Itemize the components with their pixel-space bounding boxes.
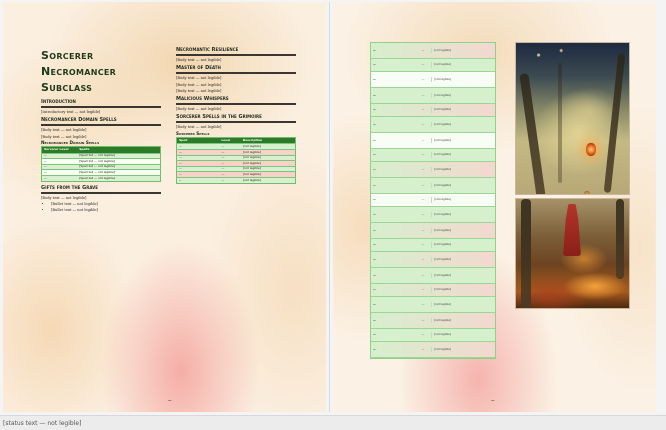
status-bar: [status text — not legible]: [0, 415, 666, 430]
table-row: — [Spell list — not legible]: [42, 164, 161, 170]
page-number: —: [168, 398, 172, 402]
lantern-icon: [586, 143, 596, 156]
spell-table-continued: [370, 42, 496, 359]
left-column: [41, 48, 161, 214]
table-row: — — [not legible]: [177, 166, 296, 172]
spell-level: —: [421, 256, 425, 261]
sorcerer-spells-table: [176, 137, 296, 184]
section-heading-resilience: Necromantic Resilience: [176, 47, 296, 56]
spell-level: —: [421, 242, 425, 247]
table-row: [371, 162, 495, 178]
page-number: —: [491, 398, 495, 402]
table-row: [371, 268, 495, 284]
lantern-icon: [584, 191, 590, 195]
spell-name: —: [373, 152, 376, 157]
table-row: — — [not legible]: [177, 155, 296, 161]
column-header: Spells: [77, 147, 160, 153]
spell-name: —: [373, 211, 376, 216]
spell-description: [not legible]: [431, 318, 495, 323]
spell-level: —: [421, 287, 425, 292]
right-column: [176, 44, 296, 187]
section-heading-introduction: Introduction: [41, 99, 161, 108]
table-row: [371, 239, 495, 252]
list-item: • [Bullet text — not legible]: [51, 202, 161, 206]
spell-name: —: [373, 62, 376, 67]
spell-description: [not legible]: [431, 77, 495, 82]
table-row: [371, 194, 495, 207]
resilience-text: [Body text — not legible]: [176, 58, 222, 62]
table-row: [371, 313, 495, 329]
domain-spells-text: [Body text — not legible]: [41, 134, 87, 139]
section-heading-grimoire: Sorcerer Spells in the Grimoire: [176, 114, 296, 123]
spell-description: [not legible]: [431, 167, 495, 172]
spell-name: —: [373, 227, 376, 232]
spell-description: [not legible]: [431, 302, 495, 307]
left-page: [3, 2, 326, 412]
table-row: [371, 178, 495, 194]
spell-description: [not legible]: [431, 332, 495, 337]
spell-level: —: [421, 332, 425, 337]
spell-level: —: [421, 182, 425, 187]
master-of-death-text: [Body text — not legible]: [176, 76, 222, 81]
page-title: Sorcerer Necromancer Subclass: [41, 49, 117, 94]
column-header: Level: [219, 138, 240, 144]
table-row: — [Spell list — not legible]: [42, 159, 161, 165]
spell-level: —: [421, 152, 425, 157]
table-row: [371, 252, 495, 268]
section-heading-master-of-death: Master of Death: [176, 65, 296, 74]
malicious-whispers-text: [Body text — not legible]: [176, 107, 222, 112]
spell-level: —: [421, 227, 425, 232]
table-row: [371, 72, 495, 88]
master-of-death-text: [Body text — not legible]: [176, 82, 222, 87]
tree-trunk: [558, 63, 562, 183]
tree-trunk: [521, 199, 531, 309]
spell-level: —: [421, 317, 425, 322]
spell-level: —: [421, 92, 425, 97]
table-row: [371, 59, 495, 72]
spell-level: —: [421, 211, 425, 216]
table-row: [371, 329, 495, 342]
table-row: — — [not legible]: [177, 172, 296, 178]
section-heading-malicious-whispers: Malicious Whispers: [176, 96, 296, 105]
page-gutter: [329, 2, 330, 412]
gifts-intro: [Body text — not legible]: [41, 195, 87, 200]
spell-description: [not legible]: [431, 212, 495, 217]
spell-description: [not legible]: [431, 93, 495, 98]
spell-name: —: [373, 182, 376, 187]
table-caption: Necromancer Domain Spells: [41, 139, 100, 145]
table-row: — — [not legible]: [177, 144, 296, 150]
spell-name: —: [373, 317, 376, 322]
spell-level: —: [421, 121, 425, 126]
spell-level: —: [421, 346, 425, 351]
column-header: Spell: [177, 138, 220, 144]
spell-description: [not legible]: [431, 347, 495, 352]
spell-level: —: [421, 62, 425, 67]
spell-description: [not legible]: [431, 228, 495, 233]
table-row: [371, 207, 495, 223]
forest-illustration-bottom: [515, 198, 630, 309]
spell-level: —: [421, 76, 425, 81]
list-item: • [Bullet text — not legible]: [51, 208, 161, 212]
table-row: [371, 297, 495, 313]
spell-level: —: [421, 137, 425, 142]
grimoire-text: [Body text — not legible]: [176, 125, 222, 130]
spell-description: [not legible]: [431, 183, 495, 188]
spell-name: —: [373, 121, 376, 126]
table-row: [371, 284, 495, 297]
spell-name: —: [373, 107, 376, 112]
spell-name: —: [373, 76, 376, 81]
spell-description: [not legible]: [431, 107, 495, 112]
column-header: Sorcerer Level: [42, 147, 78, 153]
table-row: [371, 342, 495, 358]
table-row: [371, 88, 495, 104]
domain-spells-text: [Body text — not legible]: [41, 128, 87, 133]
tree-trunk: [616, 199, 624, 279]
spell-name: —: [373, 346, 376, 351]
spell-level: —: [421, 301, 425, 306]
forest-illustration-top: [515, 42, 630, 195]
spell-level: —: [421, 197, 425, 202]
section-heading-domain-spells: Necromancer Domain Spells: [41, 117, 161, 126]
table-row: [371, 149, 495, 162]
table-row: [371, 117, 495, 133]
spell-name: —: [373, 287, 376, 292]
table-row: — [Spell list — not legible]: [42, 170, 161, 176]
spell-name: —: [373, 332, 376, 337]
spell-name: —: [373, 166, 376, 171]
table-row: — — [not legible]: [177, 178, 296, 184]
spell-name: —: [373, 137, 376, 142]
spell-description: [not legible]: [431, 62, 495, 67]
table-row: — — [not legible]: [177, 150, 296, 156]
spell-name: —: [373, 92, 376, 97]
section-heading-gifts: Gifts from the Grave: [41, 185, 161, 194]
gifts-list: [41, 202, 161, 213]
spell-description: [not legible]: [431, 242, 495, 247]
spell-description: [not legible]: [431, 48, 495, 53]
column-header: Description: [241, 138, 296, 144]
spell-level: —: [421, 47, 425, 52]
table-row: — [Spell list — not legible]: [42, 153, 161, 159]
spell-description: [not legible]: [431, 138, 495, 143]
table-row: — — [not legible]: [177, 161, 296, 167]
spell-level: —: [421, 166, 425, 171]
master-of-death-text: [Body text — not legible]: [176, 88, 222, 93]
table-row: [371, 104, 495, 117]
spell-description: [not legible]: [431, 152, 495, 157]
table-row: [371, 43, 495, 59]
spell-name: —: [373, 47, 376, 52]
spell-name: —: [373, 301, 376, 306]
spell-level: —: [421, 107, 425, 112]
table-row: [371, 133, 495, 149]
spell-name: —: [373, 256, 376, 261]
table-row: [371, 223, 495, 239]
spell-name: —: [373, 242, 376, 247]
spell-description: [not legible]: [431, 197, 495, 202]
table-caption: Sorcerer Spells: [176, 130, 210, 136]
spell-name: —: [373, 197, 376, 202]
spell-level: —: [421, 272, 425, 277]
spell-description: [not legible]: [431, 273, 495, 278]
table-row: — [Spell list — not legible]: [42, 175, 161, 181]
domain-spells-table: [41, 146, 161, 181]
right-page: [333, 2, 656, 412]
spell-description: [not legible]: [431, 257, 495, 262]
introduction-text: [Introductory text — not legible]: [41, 110, 101, 114]
spell-description: [not legible]: [431, 122, 495, 127]
spell-name: —: [373, 272, 376, 277]
spell-description: [not legible]: [431, 287, 495, 292]
